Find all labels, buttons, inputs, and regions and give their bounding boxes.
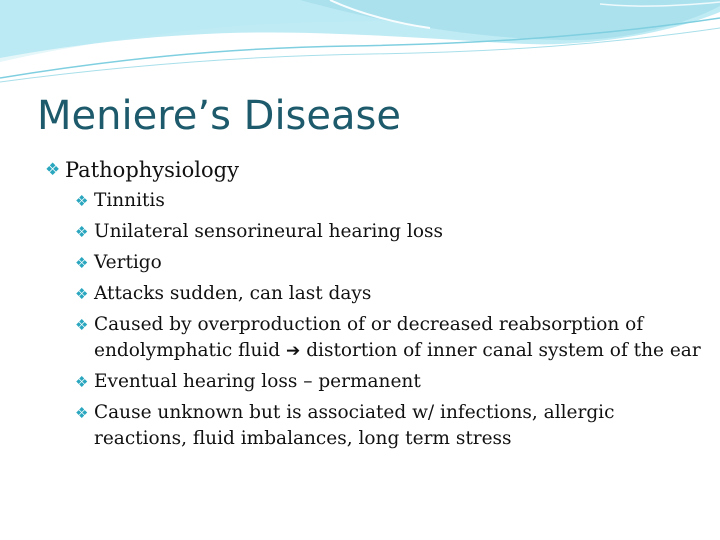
sub-bullet-text: Tinnitis [94,190,165,211]
diamond-bullet-icon: ❖ [75,223,89,241]
diamond-bullet-icon: ❖ [75,373,89,391]
diamond-bullet-icon: ❖ [75,254,89,272]
diamond-bullet-icon: ❖ [75,285,89,303]
arrow-right-icon: ➔ [286,341,301,361]
sub-bullet-cause [45,312,705,364]
bullet-list [45,156,705,457]
header-wave-decoration [0,0,720,90]
diamond-bullet-icon: ❖ [75,404,89,422]
diamond-bullet-icon: ❖ [75,316,89,334]
diamond-bullet-icon: ❖ [45,160,61,180]
sub-bullet-text: Caused by overproduction of or decreased reabsorption of endolymphatic fluid [94,314,644,361]
sub-bullet-text-continued: distortion of inner canal system of the ear [306,340,701,361]
sub-bullet-cause-unknown [45,400,705,452]
bullet-pathophysiology [45,156,705,184]
sub-bullet-vertigo [45,250,705,276]
sub-bullet-tinnitis [45,188,705,214]
slide-title: Meniere’s Disease [37,93,401,139]
sub-bullet-text: Attacks sudden, can last days [94,283,372,304]
bullet-text: Pathophysiology [65,158,239,182]
diamond-bullet-icon: ❖ [75,192,89,210]
sub-bullet-text: Eventual hearing loss – permanent [94,371,421,392]
sub-bullet-attacks [45,281,705,307]
sub-bullet-eventual-loss [45,369,705,395]
sub-bullet-text: Cause unknown but is associated w/ infections, allergic reactions, fluid imbalances, long term stress [94,402,615,449]
sub-bullet-hearing-loss [45,219,705,245]
sub-bullet-text: Vertigo [94,252,162,273]
sub-bullet-text: Unilateral sensorineural hearing loss [94,221,443,242]
